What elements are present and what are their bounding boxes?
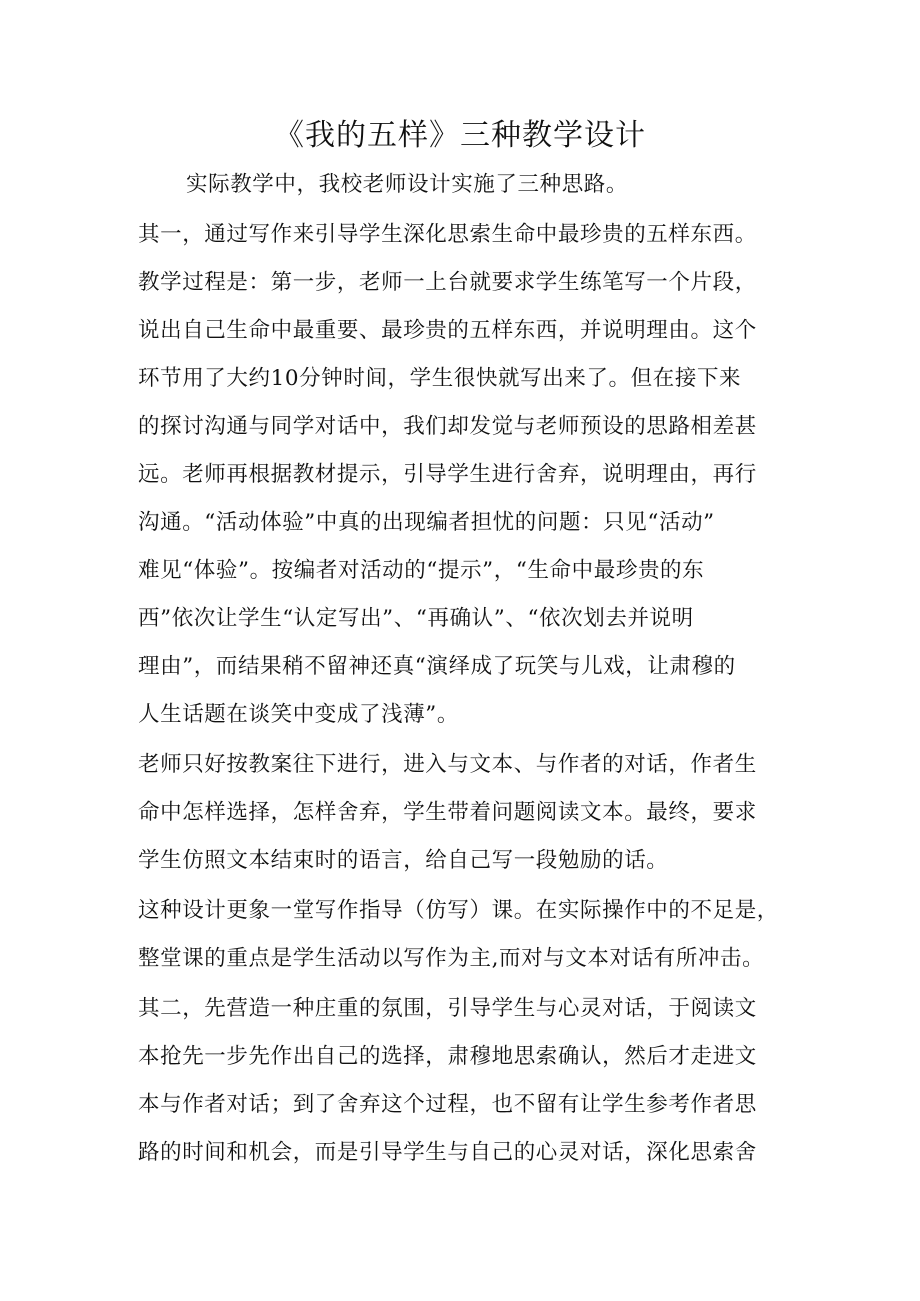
paragraph-line: 环节用了大约10分钟时间，学生很快就写出来了。但在接下来 bbox=[138, 366, 742, 391]
paragraph-line: 整堂课的重点是学生活动以写作为主,而对与文本对话有所冲击。 bbox=[138, 946, 765, 971]
paragraph-line: 学生仿照文本结束时的语言，给自己写一段勉励的话。 bbox=[138, 848, 669, 873]
paragraph-line: 本抢先一步先作出自己的选择，肃穆地思索确认，然后才走进文 bbox=[138, 1044, 757, 1069]
paragraph-line: 理由”，而结果稍不留神还真“演绎成了玩笑与儿戏，让肃穆的 bbox=[138, 654, 736, 679]
paragraph-line: 其一，通过写作来引导学生深化思索生命中最珍贵的五样东西。 bbox=[138, 222, 757, 247]
paragraph-line: 命中怎样选择，怎样舍弃，学生带着问题阅读文本。最终，要求 bbox=[138, 800, 757, 825]
paragraph-line: 难见“体验”。按编者对活动的“提示”，“生命中最珍贵的东 bbox=[138, 558, 705, 583]
paragraph-line: 其二，先营造一种庄重的氛围，引导学生与心灵对话，于阅读文 bbox=[138, 996, 757, 1021]
paragraph-line: 人生话题在谈笑中变成了浅薄”。 bbox=[138, 702, 459, 727]
paragraph-line: 本与作者对话；到了舍弃这个过程，也不留有让学生参考作者思 bbox=[138, 1092, 757, 1117]
paragraph-line: 老师只好按教案往下进行，进入与文本、与作者的对话，作者生 bbox=[138, 752, 757, 777]
paragraph-line: 教学过程是：第一步，老师一上台就要求学生练笔写一个片段， bbox=[138, 270, 757, 295]
paragraph-line: 路的时间和机会，而是引导学生与自己的心灵对话，深化思索舍 bbox=[138, 1140, 757, 1165]
paragraph-line: 沟通。“活动体验”中真的出现编者担忧的问题：只见“活动” bbox=[138, 510, 715, 535]
paragraph-line: 西”依次让学生“认定写出”、“再确认”、“依次划去并说明 bbox=[138, 606, 694, 631]
paragraph-line: 说出自己生命中最重要、最珍贵的五样东西，并说明理由。这个 bbox=[138, 318, 757, 343]
document-title: 《我的五样》三种教学设计 bbox=[274, 118, 646, 153]
paragraph-line: 远。老师再根据教材提示，引导学生进行舍弃，说明理由，再行 bbox=[138, 462, 757, 487]
paragraph-line: 的探讨沟通与同学对话中，我们却发觉与老师预设的思路相差甚 bbox=[138, 414, 757, 439]
paragraph-line: 这种设计更象一堂写作指导（仿写）课。在实际操作中的不足是， bbox=[138, 898, 779, 923]
paragraph-line: 实际教学中，我校老师设计实施了三种思路。 bbox=[186, 172, 629, 197]
